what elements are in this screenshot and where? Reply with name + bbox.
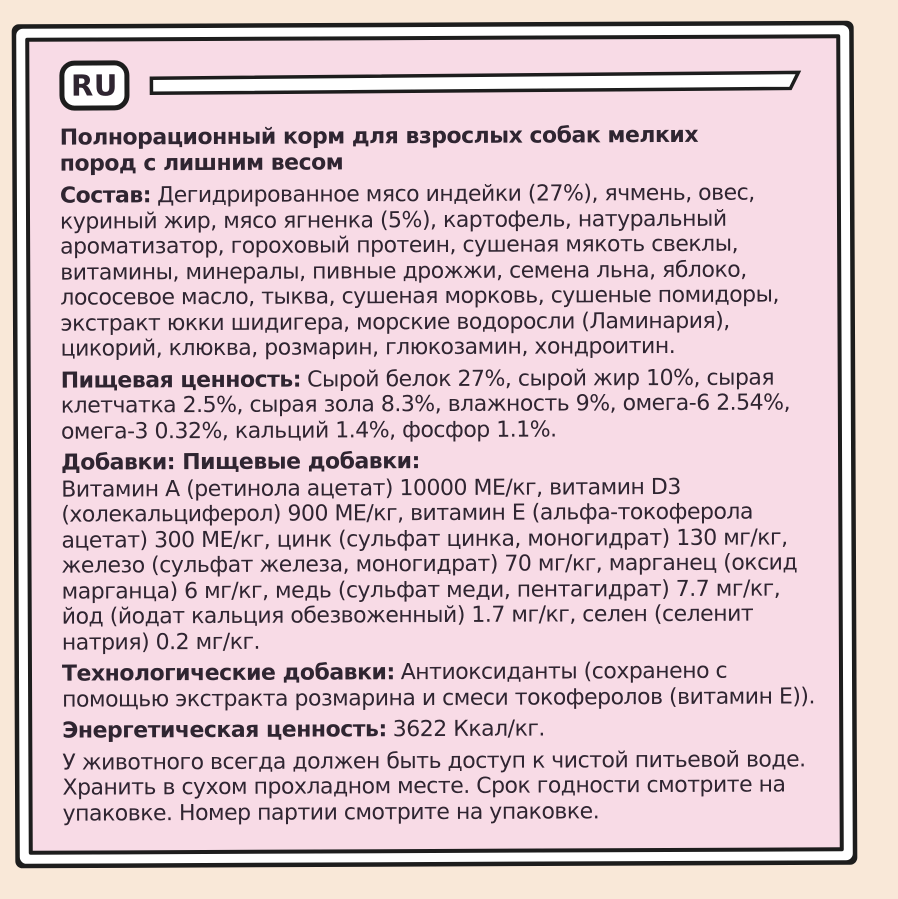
energy-value-text: 3622 Ккал/кг. xyxy=(392,716,545,743)
storage-instructions-text: У животного всегда должен быть доступ к чистой питьевой воде. Хранить в сухом прохладном месте. Срок годности смотрите на упаковке. Номер партии смотрите на упаковке. xyxy=(62,746,806,827)
nutrition-paragraph xyxy=(61,365,818,445)
technological-additives-paragraph xyxy=(62,658,819,712)
storage-instructions-paragraph xyxy=(62,747,819,827)
divider-bar-shape xyxy=(149,70,801,97)
language-badge xyxy=(59,60,129,110)
composition-text: Дегидрированное мясо индейки (27%), ячмень, овес, куриный жир, мясо ягненка (5%), картофель, натуральный ароматизатор, гороховый протеин, сушеная мякоть свеклы, витамины, минералы, пивные дрожжи, семена льна, яблоко, лососевое масло, тыква, сушеная морковь, сушеные помидоры, экстракт юкки шидигера, морские водоросли (Ламинария), цикорий, клюква, розмарин, глюкозамин, хондроитин. xyxy=(59,180,780,362)
technological-additives-text: Антиоксиданты (сохранено с помощью экстракта розмарина и смеси токоферолов (витамин Е)). xyxy=(62,658,816,713)
composition-label: Состав: xyxy=(59,183,152,209)
product-title: Полнорационный корм для взрослых собак мелких пород с лишним весом xyxy=(59,122,699,177)
energy-value-paragraph xyxy=(62,715,819,744)
additives-heading-label: Добавки: Пищевые добавки: xyxy=(61,449,420,476)
pet-food-label-card xyxy=(25,34,844,855)
vitamins-text: Витамин А (ретинола ацетат) 10000 МЕ/кг, витамин D3 (холекальциферол) 900 МЕ/кг, витамин Е (альфа-токоферола ацетат) 300 МЕ/кг, цинк (сульфат цинка, моногидрат) 130 мг/кг, железо (сульфат железа, моногидрат) 70 мг/кг, марганец (оксид марганца) 6 мг/кг, медь (сульфат меди, пентагидрат) 7.7 мг/кг, йод (йодат кальция обезвоженный) 1.7 мг/кг, селен (селенит натрия) 0.2 мг/кг. xyxy=(61,474,798,656)
header-row xyxy=(59,56,816,111)
label-text-block xyxy=(60,122,820,826)
additives-heading xyxy=(61,447,818,476)
composition-paragraph xyxy=(60,180,818,362)
vitamins-paragraph xyxy=(61,474,819,656)
technological-additives-label: Технологические добавки: xyxy=(61,660,395,687)
nutrition-label: Пищевая ценность: xyxy=(60,367,302,394)
nutrition-text: Сырой белок 27%, сырой жир 10%, сырая клетчатка 2.5%, сырая зола 8.3%, влажность 9%, омега-6 2.54%, омега-3 0.32%, кальций 1.4%, фосфор 1.1%. xyxy=(60,365,791,445)
language-badge-text: RU xyxy=(70,68,118,103)
energy-value-label: Энергетическая ценность: xyxy=(62,717,387,744)
